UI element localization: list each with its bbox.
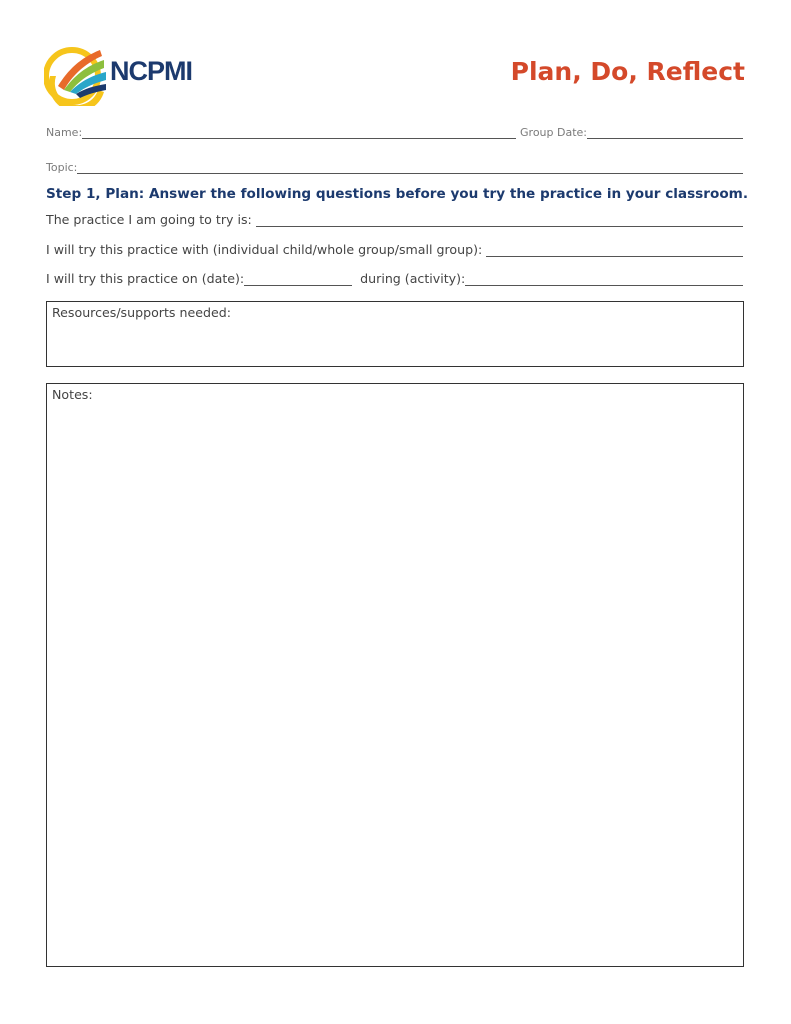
group-date-label: Group Date: [520,126,587,139]
name-field-line[interactable] [82,126,516,139]
date-activity-row [46,271,743,286]
step1-heading: Step 1, Plan: Answer the following questions before you try the practice in your classroom. [46,186,748,202]
resources-label: Resources/supports needed: [52,305,231,320]
group-date-field-line[interactable] [587,126,743,139]
practice-field-line[interactable] [256,214,743,227]
topic-row [46,161,743,174]
page-title: Plan, Do, Reflect [510,57,745,86]
date-field-line[interactable] [244,273,352,286]
notes-label: Notes: [52,387,93,402]
date-label: I will try this practice on (date): [46,271,245,286]
name-date-row [46,126,743,139]
topic-label: Topic: [46,161,78,174]
logo-text: NCPMI [110,56,192,86]
with-whom-field-line[interactable] [486,244,743,257]
logo-swoosh-icon [44,46,110,106]
with-whom-row [46,242,743,257]
with-whom-label: I will try this practice with (individual child/whole group/small group): [46,242,487,257]
activity-label: during (activity): [352,271,466,286]
practice-row [46,212,743,227]
ncpmi-logo [44,46,204,106]
activity-field-line[interactable] [465,273,743,286]
name-label: Name: [46,126,83,139]
resources-box[interactable] [46,301,744,367]
practice-label: The practice I am going to try is: [46,212,256,227]
topic-field-line[interactable] [77,161,743,174]
notes-box[interactable] [46,383,744,967]
